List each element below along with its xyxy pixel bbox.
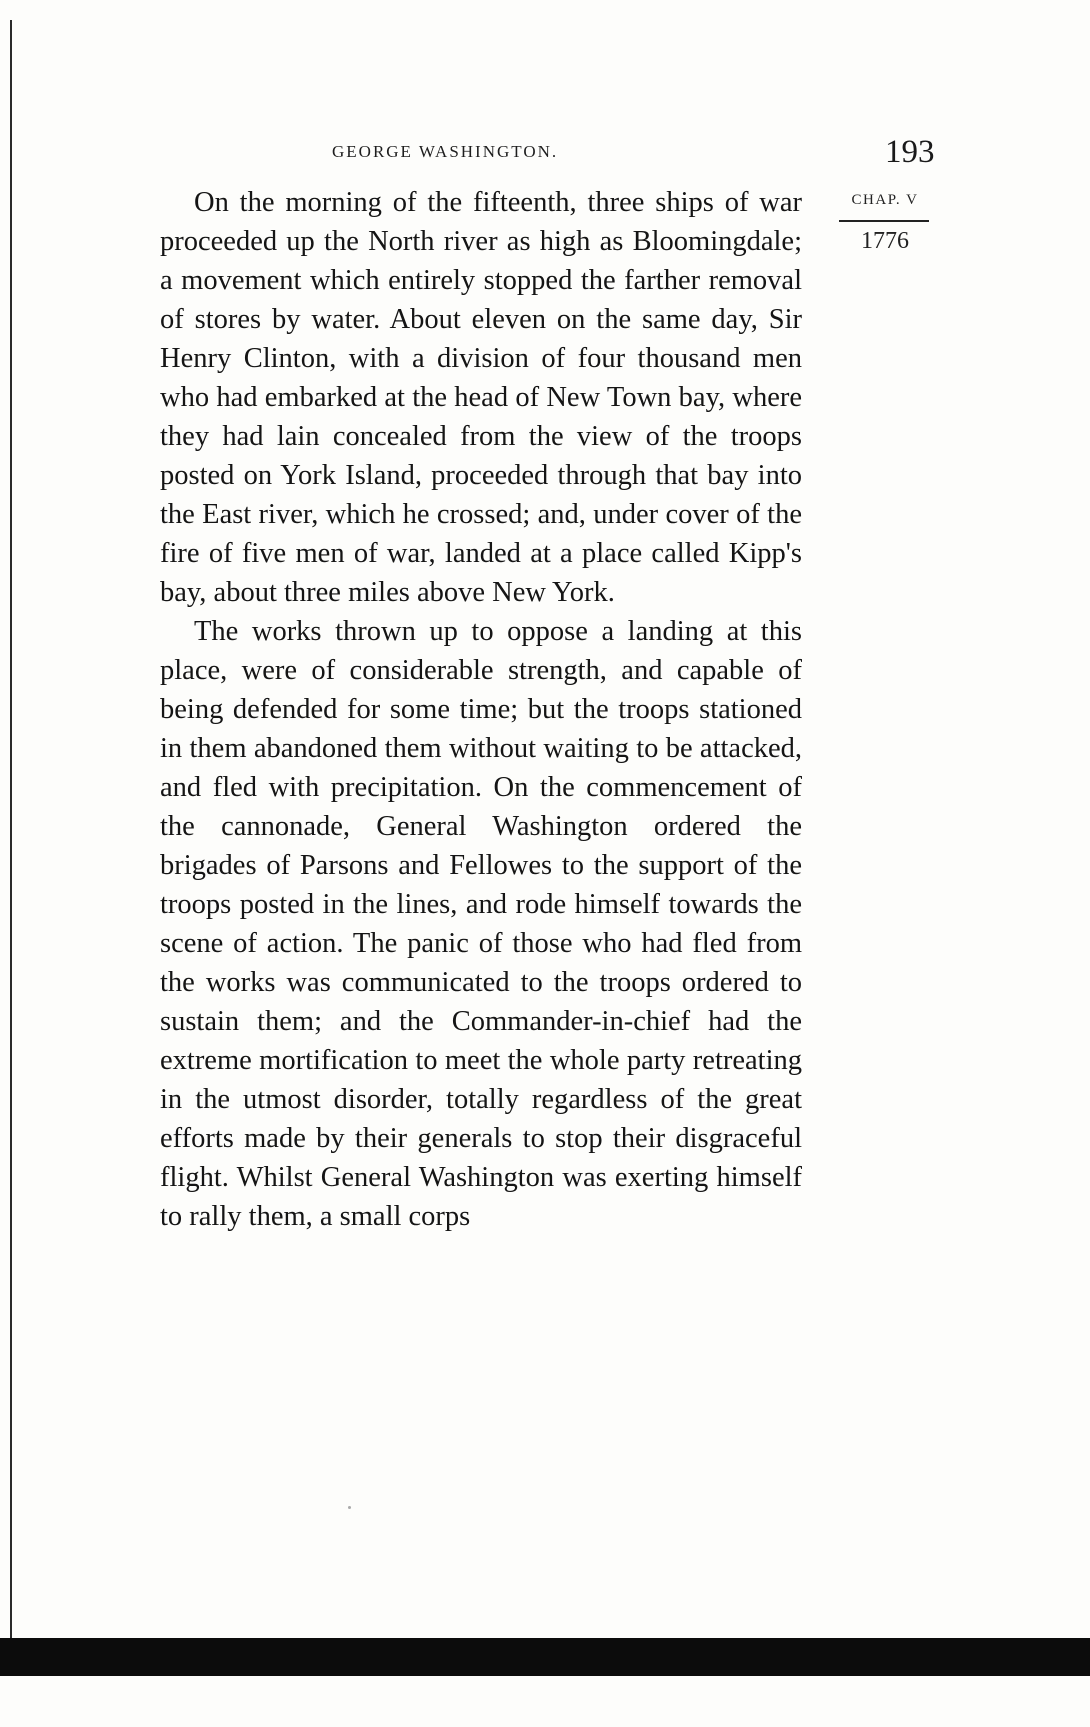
margin-divider: [839, 220, 929, 222]
scan-bottom-band: [0, 1638, 1090, 1676]
page-number: 193: [885, 134, 935, 170]
running-head: GEORGE WASHINGTON.: [332, 142, 559, 161]
page-header: [0, 134, 1090, 178]
paragraph-1: On the morning of the fifteenth, three ships of war proceeded up the North river as high as Bloomingdale; a movement which entirely stopped the farther removal of stores by water. About eleven on the same day, Sir Henry Clinton, with a division of four thousand men who had embarked at the head of New Town bay, where they had lain concealed from the view of the troops posted on York Island, proceeded through that bay into the East river, which he crossed; and, under cover of the fire of five men of war, landed at a place called Kipp's bay, about three miles above New York.: [160, 187, 802, 608]
paragraph-2: The works thrown up to oppose a landing at this place, were of considerable strength, and capable of being defended for some time; but the troops stationed in them abandoned them without waiting to be attacked, and fled with precipitation. On the commencement of the cannonade, General Washington ordered the brigades of Parsons and Fellowes to the support of the troops posted in the lines, and rode himself towards the scene of action. The panic of those who had fled from the works was communicated to the troops ordered to sustain them; and the Commander-in-chief had the extreme mortification to meet the whole party retreating in the utmost disorder, totally regardless of the great efforts made by their generals to stop their disgraceful flight. Whilst General Washington was exerting himself to rally them, a small corps: [160, 616, 802, 1232]
margin-note: [835, 192, 935, 255]
margin-year: 1776: [861, 228, 909, 254]
margin-chapter: CHAP. V: [851, 192, 919, 208]
page-edge-rule: [10, 20, 12, 1640]
scan-speck: [348, 1506, 351, 1509]
body-text: [160, 183, 802, 1236]
